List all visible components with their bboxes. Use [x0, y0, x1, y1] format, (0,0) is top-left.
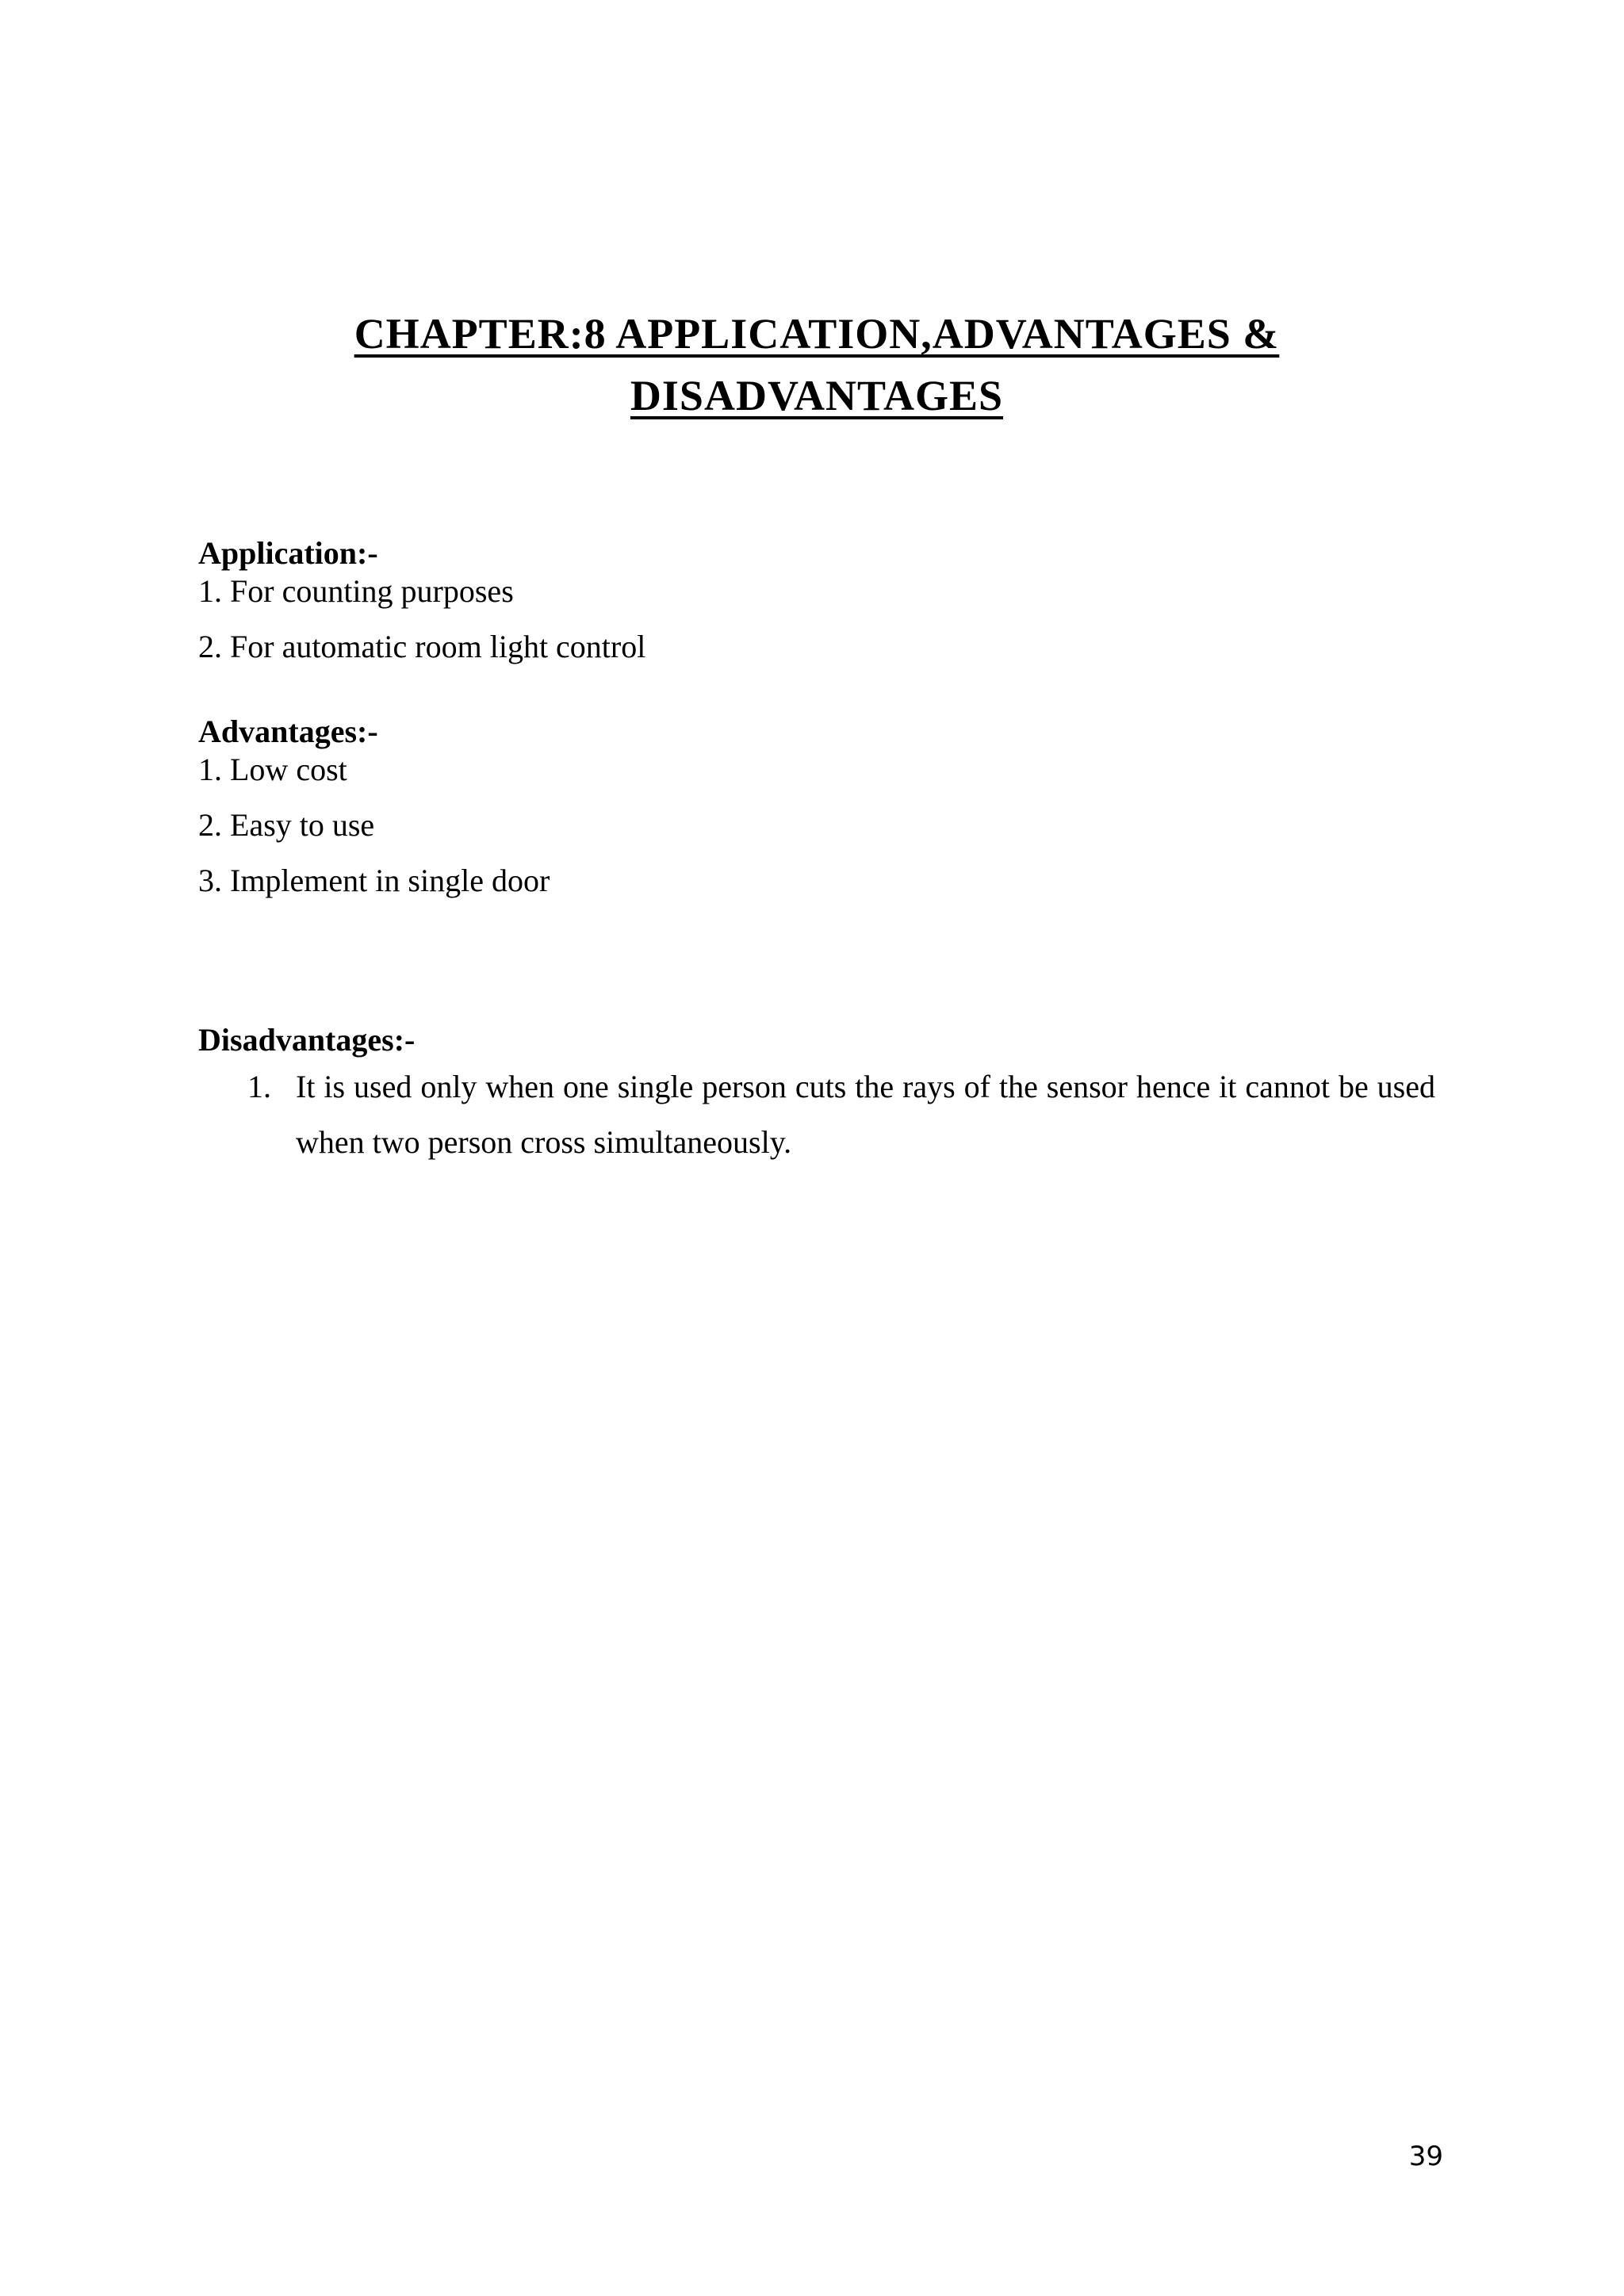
advantages-heading: Advantages:- — [198, 714, 378, 749]
chapter-title-line-2: DISADVANTAGES — [630, 372, 1004, 419]
disadvantages-item-text: It is used only when one single person cuts the rays of the sensor hence it cannot be used when two person cross simultaneously. — [296, 1069, 1435, 1160]
chapter-title-line-1: CHAPTER:8 APPLICATION,ADVANTAGES & — [354, 310, 1280, 358]
chapter-title — [198, 303, 1435, 427]
page-number: 39 — [1408, 2141, 1443, 2172]
advantages-item: 3. Implement in single door — [198, 863, 550, 898]
disadvantages-item-number: 1. — [247, 1069, 271, 1104]
advantages-item: 1. Low cost — [198, 752, 347, 787]
application-section — [198, 534, 1435, 666]
application-item: 2. For automatic room light control — [198, 629, 646, 664]
disadvantages-heading: Disadvantages:- — [198, 1022, 416, 1058]
advantages-section — [198, 713, 1435, 900]
disadvantages-section — [198, 1021, 1435, 1170]
disadvantages-item — [198, 1059, 1435, 1170]
advantages-item: 2. Easy to use — [198, 807, 375, 843]
application-heading: Application:- — [198, 535, 378, 571]
application-item: 1. For counting purposes — [198, 573, 514, 609]
